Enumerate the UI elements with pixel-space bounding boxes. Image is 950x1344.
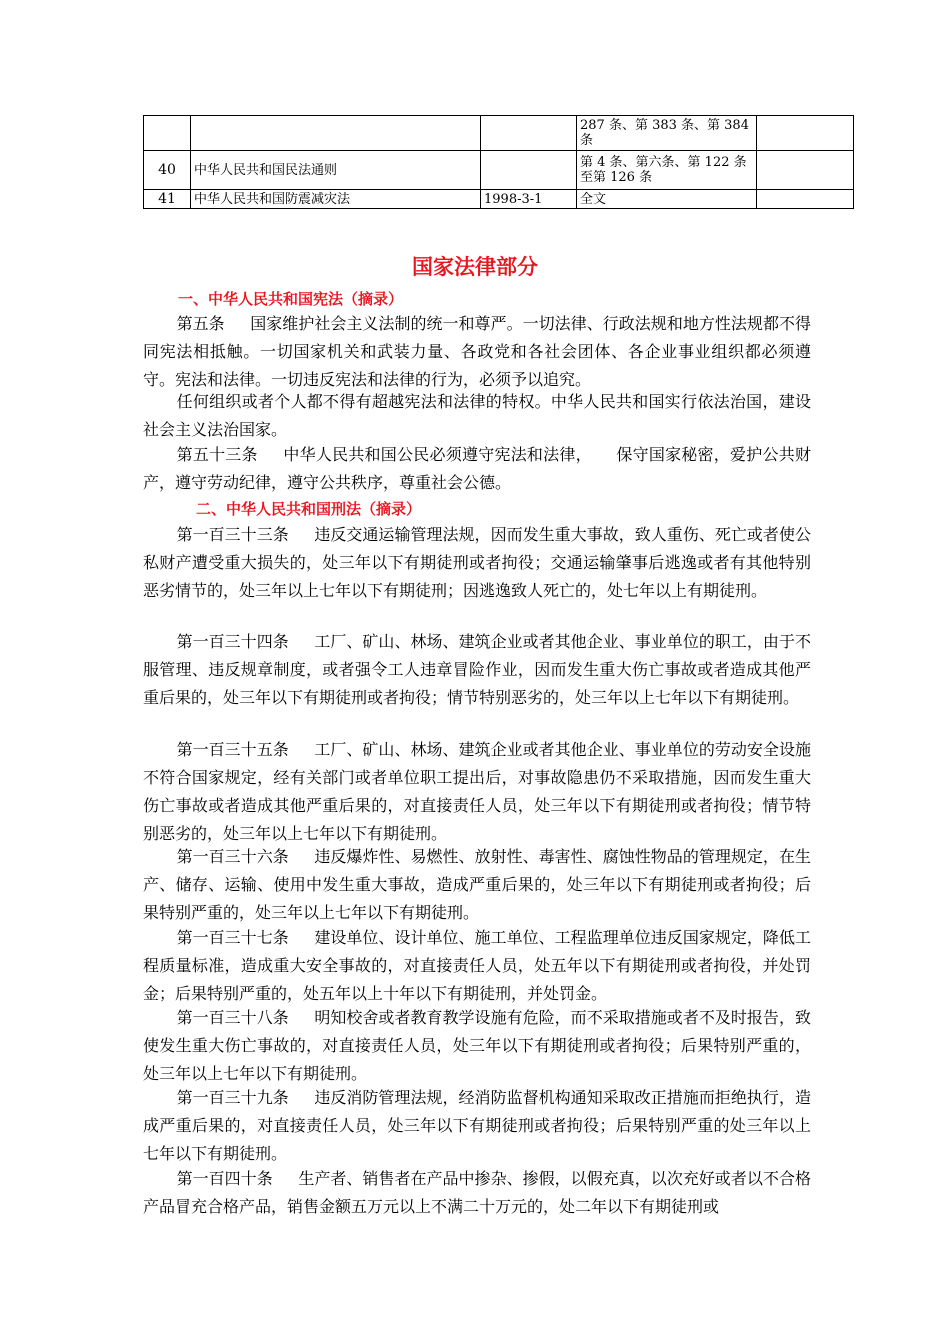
article-number: 第一百三十六条 — [176, 847, 289, 866]
article-paragraph — [143, 628, 811, 712]
extra-cell — [757, 190, 854, 209]
article-paragraph — [143, 924, 811, 1008]
article-paragraph — [143, 441, 811, 497]
article-number: 第一百四十条 — [176, 1169, 273, 1188]
article-number: 第一百三十三条 — [176, 525, 289, 544]
row-number: 41 — [144, 190, 191, 209]
article-text: 工厂、矿山、林场、建筑企业或者其他企业、事业单位的职工，由于不服管理、违反规章制度，或者强令工人违章冒险作业，因而发生重大伤亡事故或者造成其他严重后果的，处三年以下有期徒刑或者拘役；情节特别恶劣的，处三年以上七年以下有期徒刑。 — [143, 632, 811, 707]
extra-cell — [757, 151, 854, 190]
article-text: 违反爆炸性、易燃性、放射性、毒害性、腐蚀性物品的管理规定，在生产、储存、运输、使用中发生重大事故，造成严重后果的，处三年以下有期徒刑或者拘役；后果特别严重的，处三年以上七年以下有期徒刑。 — [143, 847, 811, 922]
article-paragraph — [143, 310, 811, 394]
article-text: 明知校舍或者教育教学设施有危险，而不采取措施或者不及时报告，致使发生重大伤亡事故的，对直接责任人员，处三年以下有期徒刑或者拘役；后果特别严重的，处三年以上七年以下有期徒刑。 — [143, 1008, 811, 1083]
articles: 全文 — [577, 190, 757, 209]
article-number: 第一百三十四条 — [176, 632, 289, 651]
row-number: 40 — [144, 151, 191, 190]
article-paragraph — [143, 521, 811, 605]
page-heading: 国家法律部分 — [412, 254, 538, 279]
articles: 第 4 条、第六条、第 122 条至第 126 条 — [577, 151, 757, 190]
article-text: 建设单位、设计单位、施工单位、工程监理单位违反国家规定，降低工程质量标准，造成重大安全事故的，对直接责任人员，处五年以下有期徒刑或者拘役，并处罚金；后果特别严重的，处五年以上十年以下有期徒刑，并处罚金。 — [143, 928, 811, 1003]
article-paragraph — [143, 1084, 811, 1168]
article-number: 第一百三十八条 — [176, 1008, 289, 1027]
law-name — [191, 116, 481, 151]
article-text: 生产者、销售者在产品中掺杂、掺假，以假充真，以次充好或者以不合格产品冒充合格产品，销售金额五万元以上不满二十万元的，处二年以下有期徒刑或 — [143, 1169, 811, 1216]
article-paragraph — [143, 1165, 811, 1221]
law-list-table — [143, 115, 854, 209]
section-title-constitution: 一、中华人民共和国宪法（摘录） — [178, 290, 404, 308]
article-number: 第五条 — [176, 314, 225, 333]
article-number: 第一百三十五条 — [176, 740, 289, 759]
article-text: 违反消防管理法规，经消防监督机构通知采取改正措施而拒绝执行，造成严重后果的，对直接责任人员，处三年以下有期徒刑或者拘役；后果特别严重的处三年以上七年以下有期徒刑。 — [143, 1088, 811, 1163]
row-number — [144, 116, 191, 151]
article-paragraph — [143, 1004, 811, 1088]
article-text: 工厂、矿山、林场、建筑企业或者其他企业、事业单位的劳动安全设施不符合国家规定，经有关部门或者单位职工提出后，对事故隐患仍不采取措施，因而发生重大伤亡事故或者造成其他严重后果的，对直接责任人员，处三年以下有期徒刑或者拘役；情节特别恶劣的，处三年以上七年以下有期徒刑。 — [143, 740, 811, 843]
article-paragraph — [143, 388, 811, 444]
table-row — [144, 190, 854, 209]
article-number: 第一百三十九条 — [176, 1088, 289, 1107]
article-text: 国家维护社会主义法制的统一和尊严。一切法律、行政法规和地方性法规都不得同宪法相抵触。一切国家机关和武装力量、各政党和各社会团体、各企业事业组织都必须遵守。宪法和法律。一切违反宪法和法律的行为，必须予以追究。 — [143, 314, 811, 389]
law-name: 中华人民共和国防震减灾法 — [191, 190, 481, 209]
article-number: 第五十三条 — [176, 445, 258, 464]
table-row — [144, 151, 854, 190]
article-text: 违反交通运输管理法规，因而发生重大事故，致人重伤、死亡或者使公私财产遭受重大损失的，处三年以下有期徒刑或者拘役；交通运输肇事后逃逸或者有其他特别恶劣情节的，处三年以上七年以下有期徒刑；因逃逸致人死亡的，处七年以上有期徒刑。 — [143, 525, 811, 600]
law-name: 中华人民共和国民法通则 — [191, 151, 481, 190]
article-paragraph — [143, 736, 811, 848]
table-row — [144, 116, 854, 151]
extra-cell — [757, 116, 854, 151]
article-number: 第一百三十七条 — [176, 928, 289, 947]
section-title-criminal-law: 二、中华人民共和国刑法（摘录） — [196, 500, 422, 518]
article-text: 中华人民共和国公民必须遵守宪法和法律， 保守国家秘密，爱护公共财产，遵守劳动纪律，遵守公共秩序，尊重社会公德。 — [143, 445, 811, 492]
article-paragraph — [143, 843, 811, 927]
effective-date — [481, 151, 577, 190]
article-text: 任何组织或者个人都不得有超越宪法和法律的特权。中华人民共和国实行依法治国，建设社会主义法治国家。 — [143, 392, 811, 439]
effective-date: 1998-3-1 — [481, 190, 577, 209]
effective-date — [481, 116, 577, 151]
articles: 287 条、第 383 条、第 384 条 — [577, 116, 757, 151]
